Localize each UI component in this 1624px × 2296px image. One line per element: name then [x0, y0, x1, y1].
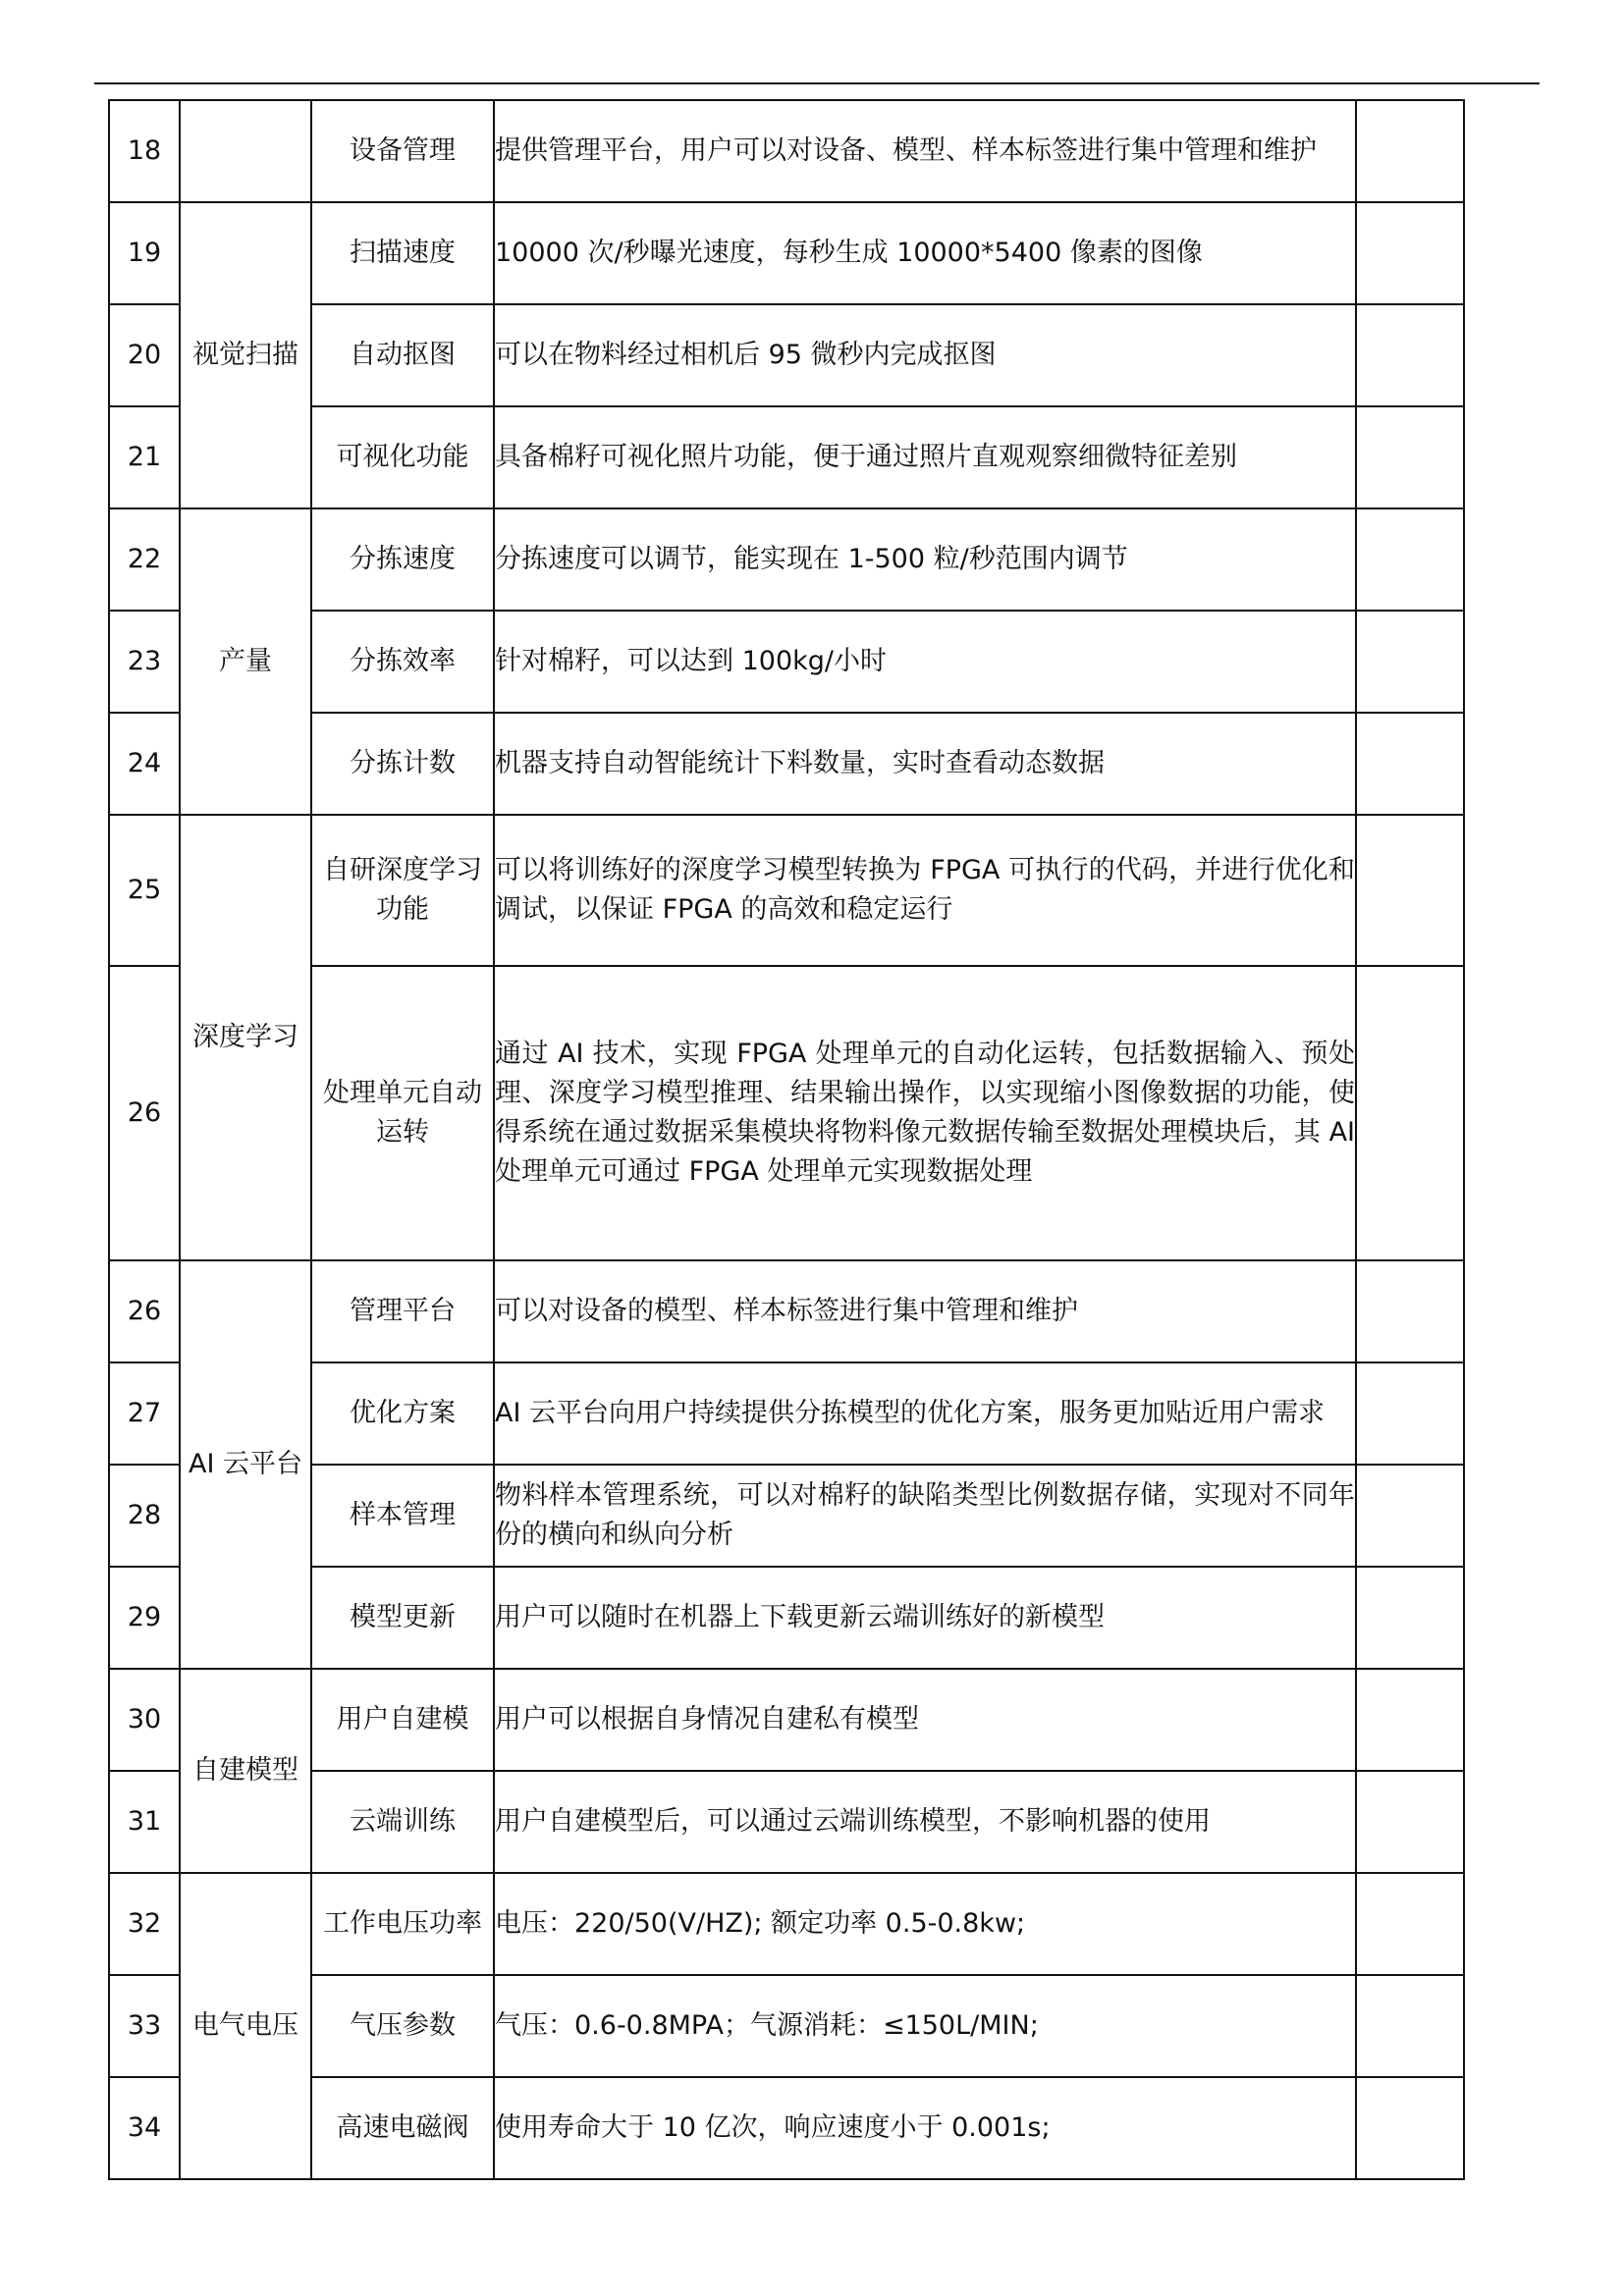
item-description: 用户自建模型后，可以通过云端训练模型，不影响机器的使用: [494, 1771, 1356, 1873]
item-description: 机器支持自动智能统计下料数量，实时查看动态数据: [494, 713, 1356, 815]
item-name: 分拣效率: [311, 611, 494, 713]
row-number: 33: [109, 1975, 180, 2077]
remark-cell: [1356, 1260, 1464, 1362]
item-description: 气压：0.6-0.8MPA；气源消耗：≤150L/MIN;: [494, 1975, 1356, 2077]
item-name: 分拣计数: [311, 713, 494, 815]
spec-table: [108, 99, 1465, 2180]
remark-cell: [1356, 1873, 1464, 1975]
item-description: 电压：220/50(V/HZ); 额定功率 0.5-0.8kw;: [494, 1873, 1356, 1975]
table-row: [109, 304, 1464, 406]
item-description: 针对棉籽，可以达到 100kg/小时: [494, 611, 1356, 713]
remark-cell: [1356, 611, 1464, 713]
item-description: 可以在物料经过相机后 95 微秒内完成抠图: [494, 304, 1356, 406]
row-number: 20: [109, 304, 180, 406]
item-description: 物料样本管理系统，可以对棉籽的缺陷类型比例数据存储，实现对不同年份的横向和纵向分析: [494, 1465, 1356, 1567]
remark-cell: [1356, 713, 1464, 815]
table-row: [109, 1669, 1464, 1771]
item-description: 用户可以根据自身情况自建私有模型: [494, 1669, 1356, 1771]
table-row: [109, 1873, 1464, 1975]
remark-cell: [1356, 815, 1464, 966]
item-name: 模型更新: [311, 1567, 494, 1669]
remark-cell: [1356, 2077, 1464, 2179]
row-number: 24: [109, 713, 180, 815]
item-name: 优化方案: [311, 1362, 494, 1465]
remark-cell: [1356, 1362, 1464, 1465]
item-name: 气压参数: [311, 1975, 494, 2077]
item-name: 分拣速度: [311, 508, 494, 611]
item-description: 10000 次/秒曝光速度，每秒生成 10000*5400 像素的图像: [494, 202, 1356, 304]
remark-cell: [1356, 1669, 1464, 1771]
table-row: [109, 966, 1464, 1260]
category-cell: 自建模型: [180, 1669, 311, 1873]
row-number: 25: [109, 815, 180, 966]
category-cell: 产量: [180, 508, 311, 815]
item-name: 处理单元自动运转: [311, 966, 494, 1260]
item-name: 自动抠图: [311, 304, 494, 406]
remark-cell: [1356, 1567, 1464, 1669]
table-row: [109, 1362, 1464, 1465]
item-name: 工作电压功率: [311, 1873, 494, 1975]
row-number: 26: [109, 966, 180, 1260]
row-number: 18: [109, 100, 180, 202]
table-row: [109, 1975, 1464, 2077]
row-number: 29: [109, 1567, 180, 1669]
item-name: 云端训练: [311, 1771, 494, 1873]
table-row: [109, 1260, 1464, 1362]
row-number: 32: [109, 1873, 180, 1975]
table-row: [109, 1771, 1464, 1873]
table-row: [109, 406, 1464, 508]
row-number: 34: [109, 2077, 180, 2179]
item-name: 管理平台: [311, 1260, 494, 1362]
table-row: [109, 611, 1464, 713]
item-name: 用户自建模: [311, 1669, 494, 1771]
row-number: 19: [109, 202, 180, 304]
item-name: 样本管理: [311, 1465, 494, 1567]
item-name: 设备管理: [311, 100, 494, 202]
item-name: 扫描速度: [311, 202, 494, 304]
remark-cell: [1356, 100, 1464, 202]
table-row: [109, 100, 1464, 202]
item-description: 分拣速度可以调节，能实现在 1-500 粒/秒范围内调节: [494, 508, 1356, 611]
item-description: 使用寿命大于 10 亿次，响应速度小于 0.001s;: [494, 2077, 1356, 2179]
remark-cell: [1356, 1465, 1464, 1567]
row-number: 23: [109, 611, 180, 713]
item-description: 用户可以随时在机器上下载更新云端训练好的新模型: [494, 1567, 1356, 1669]
item-name: 高速电磁阀: [311, 2077, 494, 2179]
category-cell: 电气电压: [180, 1873, 311, 2179]
remark-cell: [1356, 966, 1464, 1260]
item-name: 自研深度学习功能: [311, 815, 494, 966]
item-description: 提供管理平台，用户可以对设备、模型、样本标签进行集中管理和维护: [494, 100, 1356, 202]
category-cell: 视觉扫描: [180, 202, 311, 508]
category-cell: AI 云平台: [180, 1260, 311, 1669]
remark-cell: [1356, 304, 1464, 406]
row-number: 31: [109, 1771, 180, 1873]
table-row: [109, 508, 1464, 611]
table-row: [109, 1567, 1464, 1669]
item-description: AI 云平台向用户持续提供分拣模型的优化方案，服务更加贴近用户需求: [494, 1362, 1356, 1465]
remark-cell: [1356, 1771, 1464, 1873]
table-row: [109, 713, 1464, 815]
row-number: 22: [109, 508, 180, 611]
row-number: 26: [109, 1260, 180, 1362]
category-cell: 深度学习: [180, 815, 311, 1260]
item-description: 可以对设备的模型、样本标签进行集中管理和维护: [494, 1260, 1356, 1362]
row-number: 27: [109, 1362, 180, 1465]
table-row: [109, 202, 1464, 304]
row-number: 30: [109, 1669, 180, 1771]
item-description: 可以将训练好的深度学习模型转换为 FPGA 可执行的代码，并进行优化和调试，以保证 FPGA 的高效和稳定运行: [494, 815, 1356, 966]
remark-cell: [1356, 508, 1464, 611]
row-number: 28: [109, 1465, 180, 1567]
remark-cell: [1356, 1975, 1464, 2077]
table-row: [109, 815, 1464, 966]
item-name: 可视化功能: [311, 406, 494, 508]
item-description: 通过 AI 技术，实现 FPGA 处理单元的自动化运转，包括数据输入、预处理、深度学习模型推理、结果输出操作，以实现缩小图像数据的功能，使得系统在通过数据采集模块将物料像元数据传输至数据处理模块后，其 AI 处理单元可通过 FPGA 处理单元实现数据处理: [494, 966, 1356, 1260]
remark-cell: [1356, 202, 1464, 304]
header-rule: [94, 82, 1540, 84]
item-description: 具备棉籽可视化照片功能，便于通过照片直观观察细微特征差别: [494, 406, 1356, 508]
row-number: 21: [109, 406, 180, 508]
table-row: [109, 2077, 1464, 2179]
remark-cell: [1356, 406, 1464, 508]
category-cell: [180, 100, 311, 202]
table-row: [109, 1465, 1464, 1567]
